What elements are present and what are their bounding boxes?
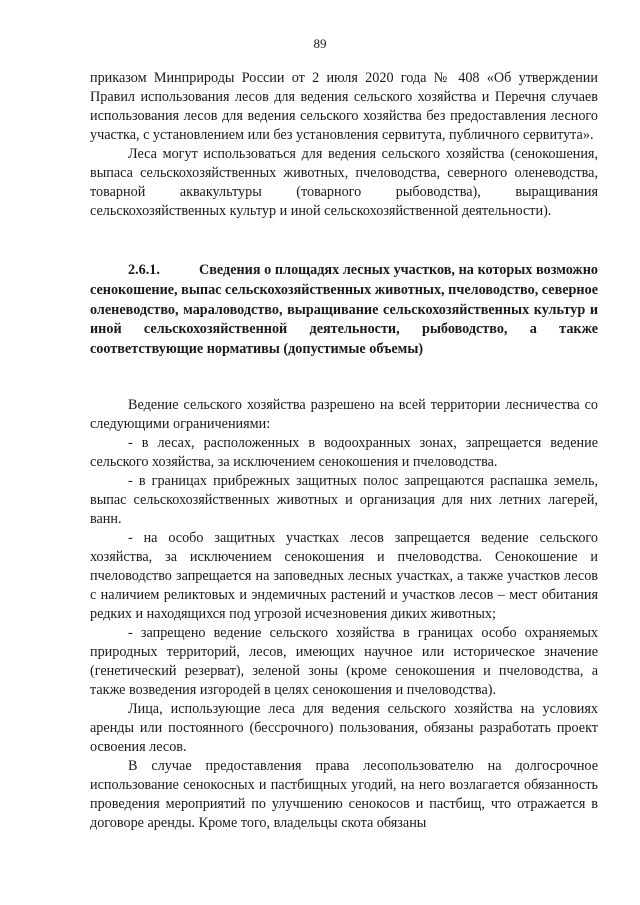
restriction-item-coastal-strips: - в границах прибрежных защитных полос запрещаются распашка земель, выпас сельскохозяйственных животных и организация для них летних лагерей, ванн. (90, 472, 598, 527)
page-content (90, 69, 598, 833)
lead-paragraph: Ведение сельского хозяйства разрешено на всей территории лесничества со следующими ограничениями: (90, 396, 598, 432)
restriction-item-protected-areas: - запрещено ведение сельского хозяйства в границах особо охраняемых природных территорий, лесов, имеющих научное или историческое значение (генетический резерват), зеленой зоны (кроме сенокошения и пчеловодства, а также возведения изгородей в целях сенокошения и пчеловодства). (90, 624, 598, 698)
intro-paragraph: приказом Минприроды России от 2 июля 2020 года № 408 «Об утверждении Правил использования лесов для ведения сельского хозяйства и Перечня случаев использования лесов для ведения сельского хозяйства без предоставления лесного участка, с установлением или без установления сервитута, публичного сервитута». (90, 70, 598, 143)
section-title: Сведения о площадях лесных участков, на которых возможно сенокошение, выпас сельскохозяйственных животных, пчеловодство, северное оленеводство, мараловодство, выращивание сельскохозяйственных культур и иной сельскохозяйственной деятельности, рыбоводство, а также соответствующие нормативы (допустимые объемы) (90, 262, 598, 358)
section-heading (90, 261, 598, 360)
spacer (90, 221, 598, 261)
spacer (90, 360, 598, 396)
page-number: 89 (313, 36, 327, 51)
restriction-item-protective-plots: - на особо защитных участках лесов запрещается ведение сельского хозяйства, за исключением сенокошения и пчеловодства. Сенокошение и пчеловодство запрещается на заповедных лесных участках, а также участков лесов с наличием реликтовых и эндемичных растений и участков лесов – мест обитания редких и находящихся под угрозой исчезновения диких животных; (90, 529, 598, 622)
forests-paragraph: Леса могут использоваться для ведения сельского хозяйства (сенокошения, выпаса сельскохозяйственных животных, пчеловодства, северного оленеводства, товарной аквакультуры (товарного рыбоводства), выращивания сельскохозяйственных культур и иной сельскохозяйственной деятельности). (90, 146, 598, 219)
restriction-item-water-protection: - в лесах, расположенных в водоохранных зонах, запрещается ведение сельского хозяйства, за исключением сенокошения и пчеловодства. (90, 434, 598, 470)
long-term-use-paragraph: В случае предоставления права лесопользователю на долгосрочное использование сенокосных и пастбищных угодий, на него возлагается обязанность проведения мероприятий по улучшению сенокосов и пастбищ, что отражается в договоре аренды. Кроме того, владельцы скота обязаны (90, 757, 598, 831)
lessees-paragraph: Лица, использующие леса для ведения сельского хозяйства на условиях аренды или постоянного (бессрочного) пользования, обязаны разработать проект освоения лесов. (90, 700, 598, 755)
section-number: 2.6.1. (128, 262, 160, 278)
